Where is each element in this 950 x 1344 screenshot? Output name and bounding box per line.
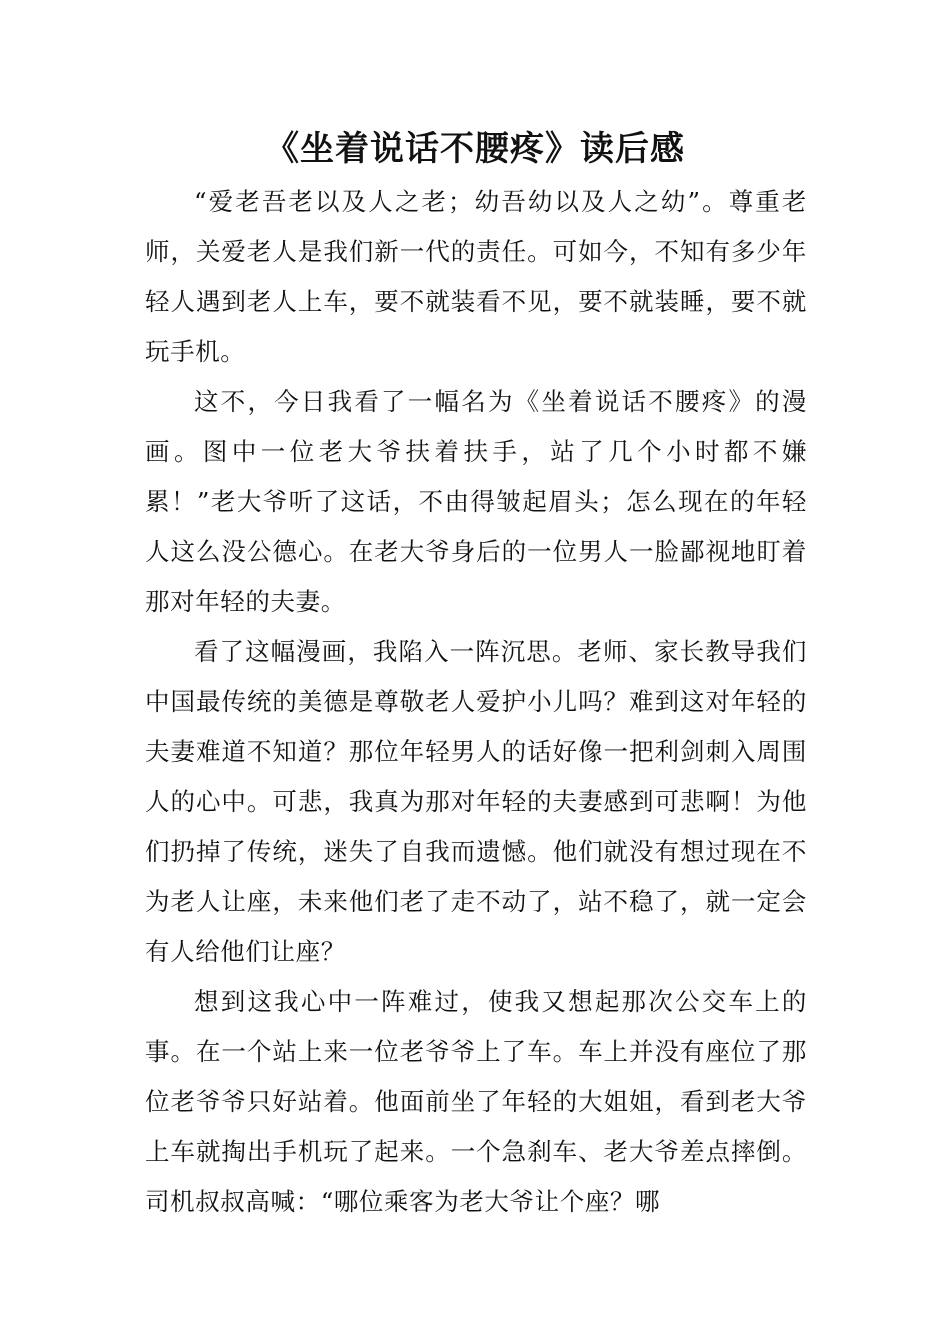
paragraph-4: 想到这我心中一阵难过，使我又想起那次公交车上的事。在一个站上来一位老爷爷上了车。车上并没有座位了那位老爷爷只好站着。他面前坐了年轻的大姐姐，看到老大爷上车就掏出手机玩了起来。一个急刹车、老大爷差点摔倒。司机叔叔高喊：“哪位乘客为老大爷让个座？哪 [145, 987, 807, 1216]
document-body [145, 177, 807, 1227]
paragraph-1: “爱老吾老以及人之老；幼吾幼以及人之幼”。尊重老师，关爱老人是我们新一代的责任。可如今，不知有多少年轻人遇到老人上车，要不就装看不见，要不就装睡，要不就玩手机。 [145, 187, 807, 366]
paragraph-3: 看了这幅漫画，我陷入一阵沉思。老师、家长教导我们中国最传统的美德是尊敬老人爱护小儿吗？难到这对年轻的夫妻难道不知道？那位年轻男人的话好像一把利剑刺入周围人的心中。可悲，我真为那对年轻的夫妻感到可悲啊！为他们扔掉了传统，迷失了自我而遗憾。他们就没有想过现在不为老人让座，未来他们老了走不动了，站不稳了，就一定会有人给他们让座？ [145, 637, 807, 966]
paragraph-2: 这不，今日我看了一幅名为《坐着说话不腰疼》的漫画。图中一位老大爷扶着扶手，站了几个小时都不嫌累！”老大爷听了这话，不由得皱起眉头；怎么现在的年轻人这么没公德心。在老大爷身后的一位男人一脸鄙视地盯着那对年轻的夫妻。 [145, 387, 807, 616]
document-title: 《坐着说话不腰疼》读后感 [265, 129, 685, 169]
